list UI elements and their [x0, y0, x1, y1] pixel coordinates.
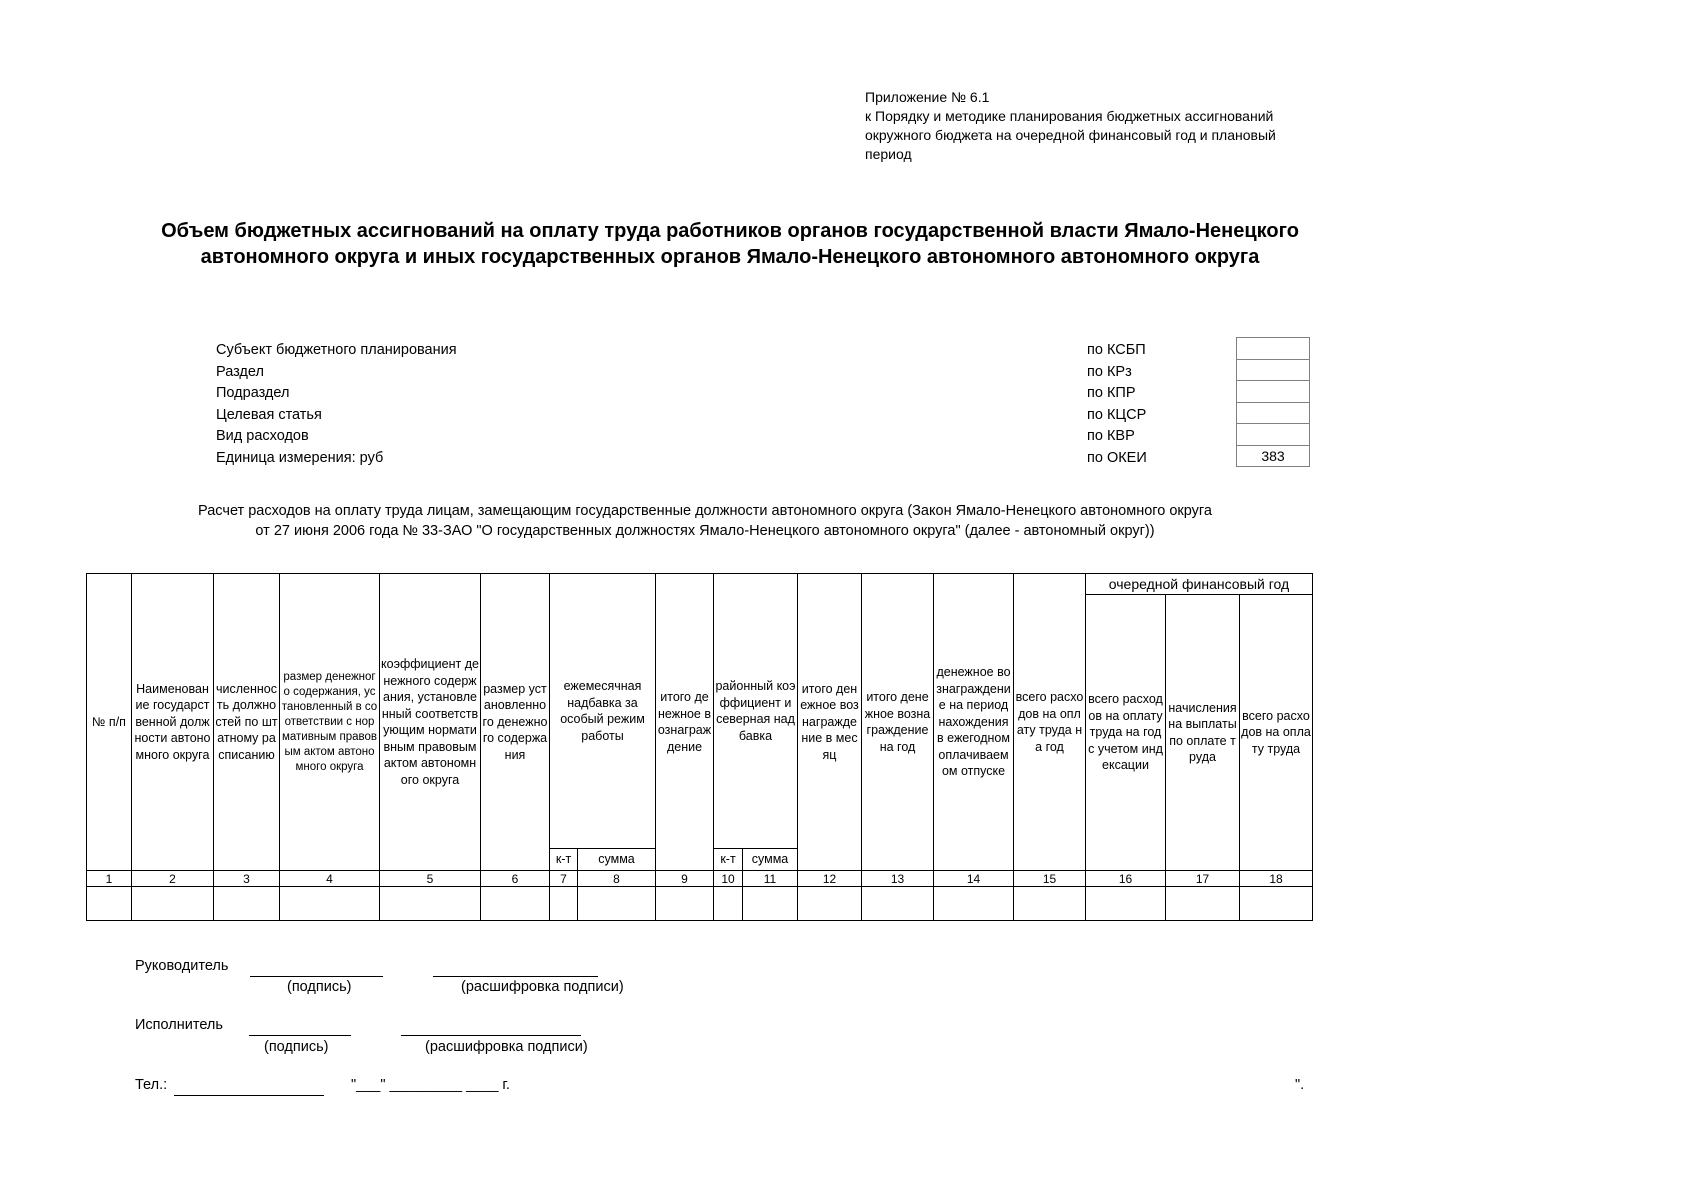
table-cell[interactable] [214, 887, 280, 921]
table-cell[interactable] [714, 887, 743, 921]
header-col-18: всего расходов на оплату труда [1240, 595, 1313, 871]
table-cell[interactable] [934, 887, 1014, 921]
header-col-13: итого денежное вознаграждение на год [862, 574, 934, 871]
code-label-kvr: по КВР [1087, 428, 1135, 444]
header-col-1: № п/п [87, 574, 132, 871]
code-label-ksbp: по КСБП [1087, 342, 1146, 358]
header-fin-year: очередной финансовый год [1086, 574, 1313, 595]
column-number: 10 [714, 871, 743, 887]
phone-line[interactable] [174, 1081, 324, 1096]
column-number: 11 [743, 871, 798, 887]
column-number: 5 [380, 871, 481, 887]
header-col-8-sum: сумма [578, 849, 656, 871]
meta-code-labels [1087, 340, 1147, 469]
header-col-7-8: ежемесячная надбавка за особый режим работы [550, 574, 656, 849]
meta-label-subsection: Подраздел [216, 385, 290, 401]
column-number: 15 [1014, 871, 1086, 887]
table-cell[interactable] [578, 887, 656, 921]
head-label: Руководитель [135, 958, 229, 974]
table-cell[interactable] [1166, 887, 1240, 921]
executor-sign-caption: (подпись) [264, 1039, 329, 1055]
column-number: 8 [578, 871, 656, 887]
table-cell[interactable] [743, 887, 798, 921]
head-decode-line[interactable] [433, 962, 598, 977]
executor-decode-caption: (расшифровка подписи) [425, 1039, 588, 1055]
table-cell[interactable] [481, 887, 550, 921]
header-col-9: итого денежное вознаграждение [656, 574, 714, 871]
column-number: 18 [1240, 871, 1313, 887]
table-cell[interactable] [798, 887, 862, 921]
header-col-4: размер денежного содержания, установленный в соответствии с нормативным правовым актом автономного округа [280, 574, 380, 871]
head-sign-line[interactable] [250, 962, 383, 977]
code-box-kvr[interactable] [1237, 424, 1310, 446]
appendix-line-1: Приложение № 6.1 [865, 89, 990, 105]
code-label-kcsr: по КЦСР [1087, 406, 1147, 423]
payroll-table [86, 573, 1313, 921]
header-col-16: всего расходов на оплату труда на год с учетом индексации [1086, 595, 1166, 871]
header-col-5: коэффициент денежного содержания, установленный соответствующим нормативным правовым актом автономного округа [380, 574, 481, 871]
column-number: 2 [132, 871, 214, 887]
calculation-subtitle [150, 501, 1260, 541]
table-row [87, 887, 1313, 921]
header-col-6: размер установленного денежного содержания [481, 574, 550, 871]
code-label-krz: по КРз [1087, 363, 1132, 380]
column-numbers-row [87, 871, 1313, 887]
column-number: 14 [934, 871, 1014, 887]
code-box-okei[interactable]: 383 [1237, 445, 1310, 467]
end-mark: ". [1295, 1077, 1305, 1093]
meta-label-section: Раздел [216, 363, 264, 380]
code-label-okei: по ОКЕИ [1087, 449, 1147, 466]
header-col-10-11: районный коэффициент и северная надбавка [714, 574, 798, 849]
table-cell[interactable] [1014, 887, 1086, 921]
table-cell[interactable] [1086, 887, 1166, 921]
column-number: 7 [550, 871, 578, 887]
appendix-line-3: окружного бюджета на очередной финансовый год и плановый [865, 127, 1276, 143]
phone-label: Тел.: [135, 1077, 168, 1093]
executor-sign-line[interactable] [249, 1021, 351, 1036]
appendix-note [865, 88, 1276, 164]
code-box-kcsr[interactable] [1237, 402, 1310, 424]
head-decode-caption: (расшифровка подписи) [461, 979, 624, 995]
subtitle-line-2: от 27 июня 2006 года № 33-ЗАО "О государственных должностях Ямало-Ненецкого автономного округа" (далее - автономный округ)) [255, 523, 1155, 539]
executor-decode-line[interactable] [401, 1021, 581, 1036]
code-boxes [1236, 337, 1310, 467]
column-number: 17 [1166, 871, 1240, 887]
code-box-krz[interactable] [1237, 359, 1310, 381]
header-col-15: всего расходов на оплату труда на год [1014, 574, 1086, 871]
document-title: Объем бюджетных ассигнований на оплату труда работников органов государственной власти Ямало-Ненецкого автономного округа и иных государственных органов Ямало-Ненецкого автономного автономного округа [161, 220, 1299, 268]
column-number: 4 [280, 871, 380, 887]
head-sign-caption: (подпись) [287, 979, 352, 995]
column-number: 3 [214, 871, 280, 887]
table-cell[interactable] [862, 887, 934, 921]
meta-label-expense-type: Вид расходов [216, 428, 309, 444]
code-box-kpr[interactable] [1237, 381, 1310, 403]
table-cell[interactable] [280, 887, 380, 921]
column-number: 12 [798, 871, 862, 887]
column-number: 1 [87, 871, 132, 887]
header-col-11-sum: сумма [743, 849, 798, 871]
header-col-14: денежное вознаграждение на период нахождения в ежегодном оплачиваемом отпуске [934, 574, 1014, 871]
meta-labels [216, 340, 457, 469]
table-cell[interactable] [550, 887, 578, 921]
header-col-17: начисления на выплаты по оплате труда [1166, 595, 1240, 871]
executor-label: Исполнитель [135, 1017, 223, 1033]
column-number: 16 [1086, 871, 1166, 887]
table-cell[interactable] [1240, 887, 1313, 921]
code-box-ksbp[interactable] [1237, 338, 1310, 360]
meta-label-subject: Субъект бюджетного планирования [216, 342, 457, 358]
appendix-line-4: период [865, 146, 912, 162]
header-col-2: Наименование государственной должности автономного округа [132, 574, 214, 871]
table-cell[interactable] [380, 887, 481, 921]
column-number: 9 [656, 871, 714, 887]
date-field[interactable]: "___" _________ ____ г. [351, 1077, 510, 1093]
table-cell[interactable] [132, 887, 214, 921]
table-cell[interactable] [656, 887, 714, 921]
meta-label-unit: Единица измерения: руб [216, 449, 384, 466]
header-col-3: численность должностей по штатному расписанию [214, 574, 280, 871]
code-label-kpr: по КПР [1087, 385, 1136, 401]
header-col-12: итого денежное вознаграждение в месяц [798, 574, 862, 871]
appendix-line-2: к Порядку и методике планирования бюджетных ассигнований [865, 108, 1274, 124]
meta-label-target: Целевая статья [216, 406, 322, 423]
table-cell[interactable] [87, 887, 132, 921]
header-col-7-kt: к-т [550, 849, 578, 871]
subtitle-line-1: Расчет расходов на оплату труда лицам, замещающим государственные должности автономного округа (Закон Ямало-Ненецкого автономного округа [198, 503, 1212, 519]
header-col-10-kt: к-т [714, 849, 743, 871]
column-number: 13 [862, 871, 934, 887]
column-number: 6 [481, 871, 550, 887]
